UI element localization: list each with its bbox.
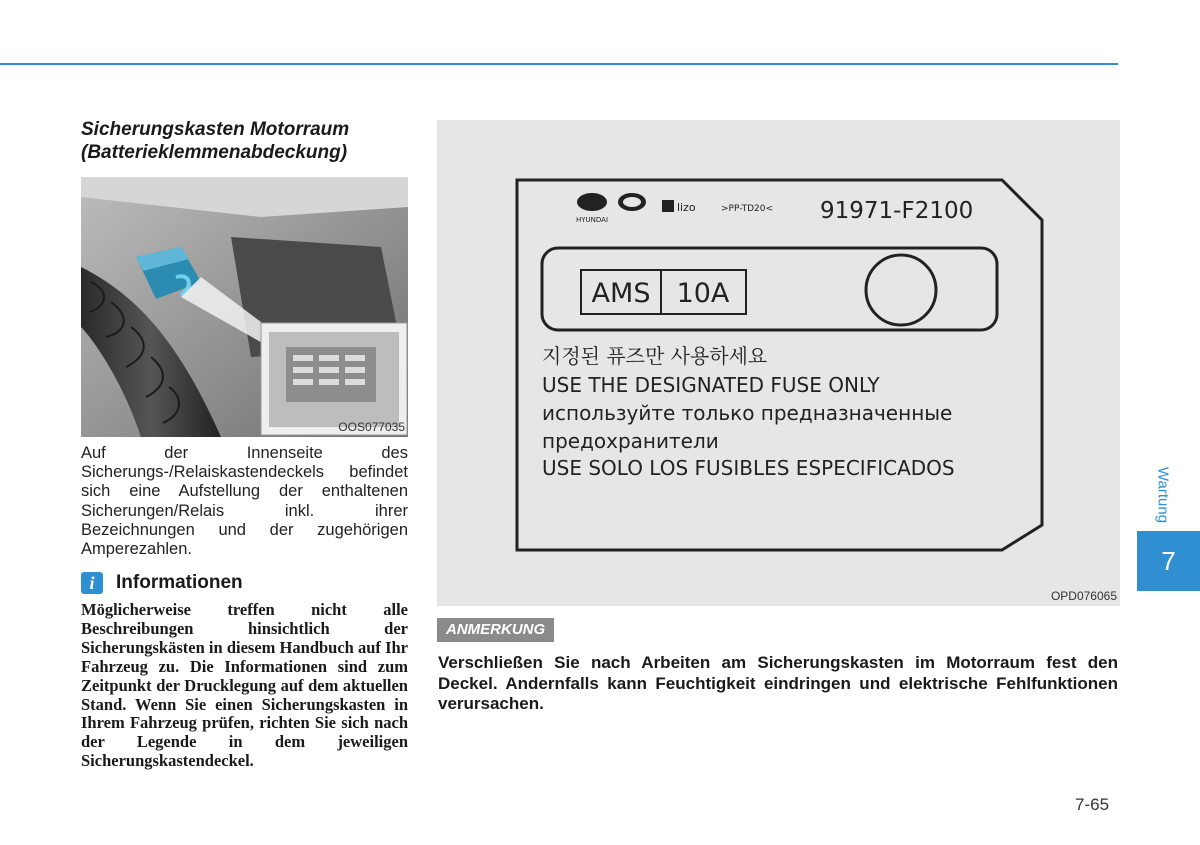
hyundai-brand-text: HYUNDAI <box>575 216 609 224</box>
note-text: Verschließen Sie nach Arbeiten am Sicherungskasten im Motorraum fest den Deckel. Andernfalls kann Feuchtigkeit eindringen und elektrische Fehlfunktionen verursachen. <box>438 653 1118 713</box>
chapter-label <box>1147 460 1179 530</box>
fuse-circle-icon <box>866 255 936 325</box>
label-line-korean: 지정된 퓨즈만 사용하세요 <box>542 344 768 368</box>
engine-bay-photo <box>81 177 408 437</box>
info-heading <box>81 571 243 595</box>
info-title: Informationen <box>116 572 243 593</box>
section-title-line1: Sicherungskasten Motorraum <box>81 119 350 140</box>
page-number: 7-65 <box>1075 795 1110 814</box>
note-badge: ANMERKUNG <box>437 618 554 642</box>
recycle-mark-icon <box>662 200 674 212</box>
label-part-number: 91971-F2100 <box>820 198 974 224</box>
fuse-label-figure <box>437 120 1120 606</box>
label-line-spanish: USE SOLO LOS FUSIBLES ESPECIFICADOS <box>542 456 955 480</box>
label-logo-small2: >PP-TD20< <box>721 204 774 214</box>
section-title <box>81 118 411 164</box>
top-rule <box>0 63 1118 65</box>
kia-logo <box>618 193 646 211</box>
chapter-number: 7 <box>1161 545 1176 576</box>
label-line-russian2: предохранители <box>542 429 719 453</box>
label-logo-small1: lizo <box>677 201 696 214</box>
hyundai-logo <box>576 193 608 224</box>
photo-code: OOS077035 <box>338 420 405 434</box>
chapter-label-text: Wartung <box>1154 466 1172 524</box>
info-text: Möglicherweise treffen nicht alle Beschreibungen hinsichtlich der Sicherungskästen in diesem Handbuch auf Ihr Fahrzeug zu. Die Informationen sind zum Zeitpunkt der Drucklegung auf dem aktuellen Stand. Wenn Sie einen Sicherungskasten in Ihrem Fahrzeug prüfen, richten Sie sich nach der Legende in dem jeweiligen Sicherungskastendeckel. <box>81 600 408 771</box>
info-icon: i <box>81 572 103 594</box>
label-line-russian1: используйте только предназначенные <box>542 401 953 425</box>
body-paragraph: Auf der Innenseite des Sicherungs-/Relaiskastendeckels befindet sich eine Aufstellung der enthaltenen Sicherungen/Relais inkl. ihrer Bezeichnungen und der zugehörigen Amperezahlen. <box>81 444 408 559</box>
chapter-tab[interactable] <box>1137 531 1200 591</box>
label-line-english: USE THE DESIGNATED FUSE ONLY <box>542 373 880 397</box>
section-title-line2: (Batterieklemmenabdeckung) <box>81 142 348 163</box>
fuse-rating: 10A <box>676 278 730 309</box>
figure-code: OPD076065 <box>1050 589 1117 603</box>
fuse-type: AMS <box>591 278 651 309</box>
